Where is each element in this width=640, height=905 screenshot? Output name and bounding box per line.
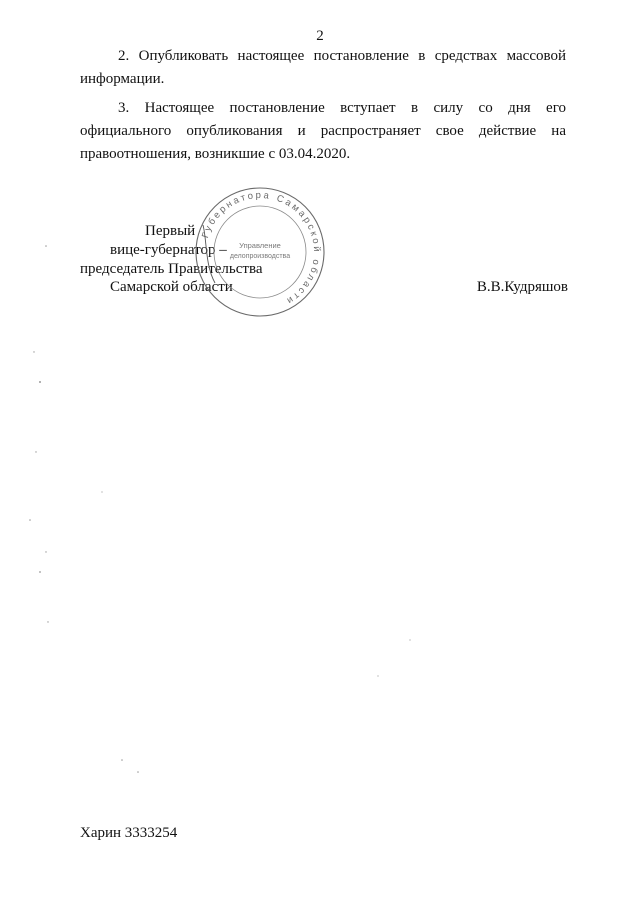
stamp-outer-text: Губернатора Самарской области [199, 189, 323, 308]
paragraph-publish: 2. Опубликовать настоящее постановление в средствах массовой информации. [80, 48, 566, 87]
signature-position-line-1: Первый [145, 223, 196, 239]
page-number: 2 [316, 28, 324, 44]
signature-position-line-2: вице-губернатор – [110, 242, 227, 258]
stamp-outer-ring [196, 188, 324, 316]
stamp-inner-text-line-1: Управление [239, 241, 281, 250]
signature-position-line-4: Самарской области [110, 279, 233, 295]
paragraph-effective-date: 3. Настоящее постановление вступает в силу со дня его официального опубликования и распространяет свое действие на правоотношения, возникшие с 03.04.2020. [80, 100, 566, 162]
official-stamp [193, 185, 327, 319]
stamp-inner-text-line-2: делопроизводства [229, 253, 291, 260]
executor-contact: Харин 3333254 [80, 825, 178, 841]
signature-position-line-3: председатель Правительства [80, 261, 263, 277]
signatory-name: В.В.Кудряшов [476, 279, 568, 295]
stamp-inner-ring [214, 206, 306, 298]
